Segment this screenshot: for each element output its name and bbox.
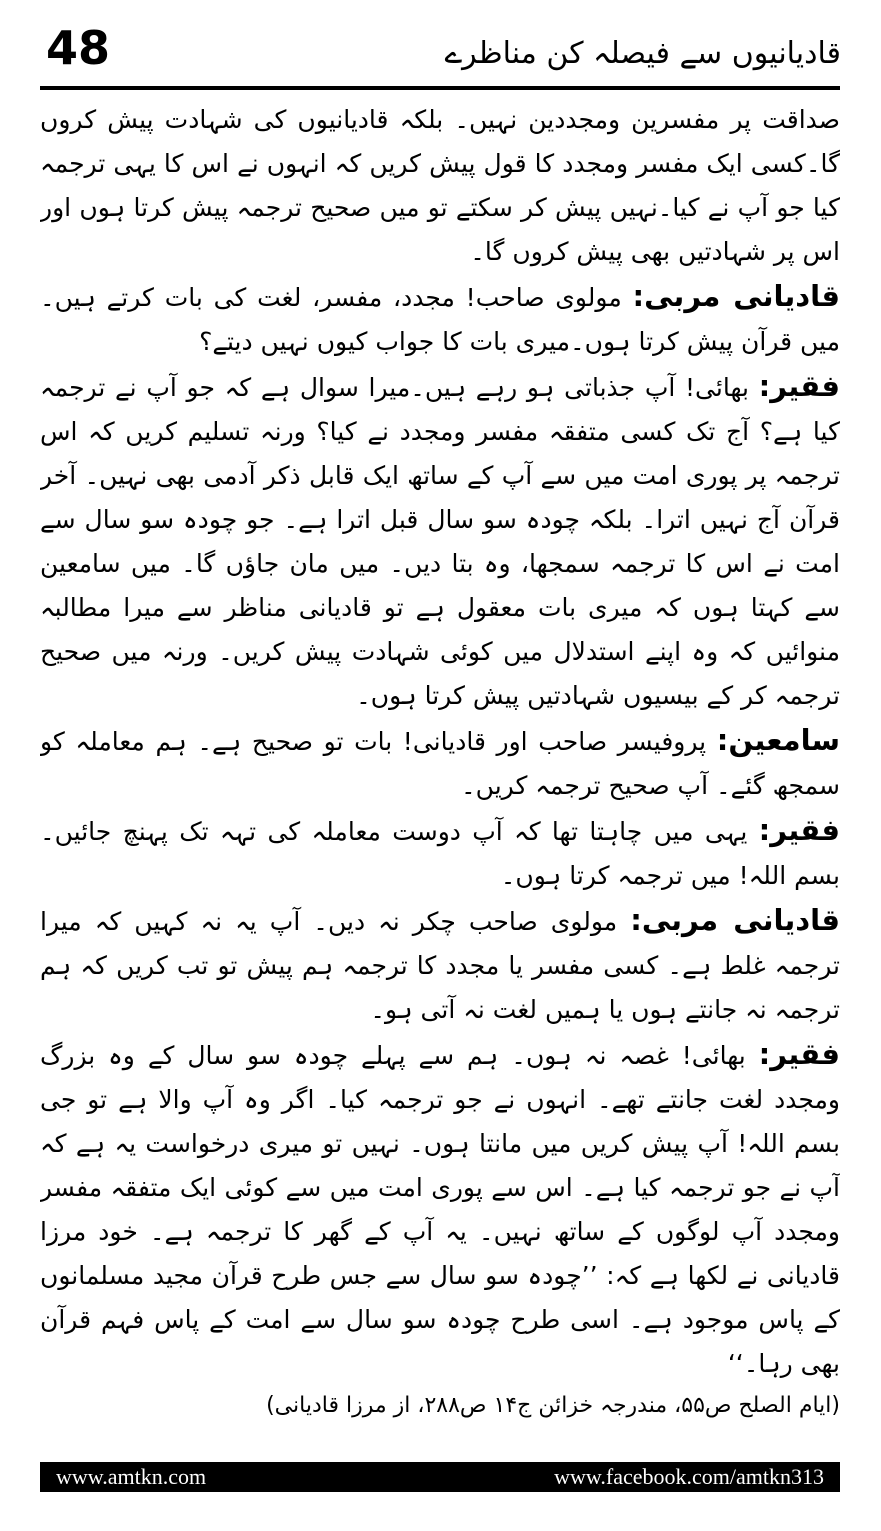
speaker-label: سامعین: (716, 723, 840, 757)
paragraph-text: بھائی! آپ جذباتی ہو رہے ہیں۔میرا سوال ہے کہ جو آپ نے ترجمہ کیا ہے؟ آج تک کسی متفقہ مفسر ومجدد نے کیا؟ ورنہ تسلیم کریں کہ اس ترجمہ پر پوری امت میں سے آپ کے ساتھ ایک قابل ذکر آدمی بھی نہیں۔ آخر قرآن آج نہیں اترا۔ بلکہ چودہ سو سال قبل اترا ہے۔ جو چودہ سو سال سے امت نے اس کا ترجمہ سمجھا، وہ بتا دیں۔ میں مان جاؤں گا۔ میں سامعین سے کہتا ہوں کہ میری بات معقول ہے تو قادیانی مناظر سے میرا مطالبہ منوائیں کہ وہ اپنے استدلال میں کوئی شہادت پیش کریں۔ ورنہ میں صحیح ترجمہ کر کے بیسیوں شہادتیں پیش کرتا ہوں۔ (40, 373, 840, 710)
footer-bar (40, 1462, 840, 1492)
footer-facebook-link[interactable]: www.facebook.com/amtkn313 (554, 1464, 824, 1489)
header-rule (40, 86, 840, 90)
paragraph (40, 898, 840, 1032)
running-title: قادیانیوں سے فیصلہ کن مناظرے (444, 36, 841, 71)
speaker-label: فقیر: (758, 1037, 840, 1071)
paragraph-text: بھائی! غصہ نہ ہوں۔ ہم سے پہلے چودہ سو سال کے وہ بزرگ ومجدد لغت جانتے تھے۔ انہوں نے جو ترجمہ کیا۔ اگر وہ آپ والا ہے تو جی بسم اللہ! آپ پیش کریں میں مانتا ہوں۔ نہیں تو میری درخواست یہ ہے کہ آپ نے جو ترجمہ کیا ہے۔ اس سے پوری امت میں سے کوئی ایک متفقہ مفسر ومجدد آپ لوگوں کے ساتھ نہیں۔ یہ آپ کے گھر کا ترجمہ ہے۔ خود مرزا قادیانی نے لکھا ہے کہ: ’’چودہ سو سال سے جس طرح قرآن مجید مسلمانوں کے پاس موجود ہے۔ اسی طرح چودہ سو سال سے امت کے پاس فہم قرآن بھی رہا۔‘‘ (40, 1041, 840, 1378)
reference-citation: (ایام الصلح ص۵۵، مندرجہ خزائن ج۱۴ ص۲۸۸، از مرزا قادیانی) (266, 1393, 840, 1418)
paragraph (40, 98, 840, 274)
footer-website-link[interactable]: www.amtkn.com (56, 1464, 207, 1489)
page-body (40, 98, 840, 1428)
paragraph-text: مولوی صاحب چکر نہ دیں۔ آپ یہ نہ کہیں کہ میرا ترجمہ غلط ہے۔ کسی مفسر یا مجدد کا ترجمہ ہم پیش تو تب کریں کہ ہم ترجمہ نہ جانتے ہوں یا ہمیں لغت نہ آتی ہو۔ (40, 907, 840, 1024)
paragraph (40, 718, 840, 808)
paragraph (40, 808, 840, 898)
speaker-label: قادیانی مربی: (632, 279, 840, 313)
paragraph-text: مولوی صاحب! مجدد، مفسر، لغت کی بات کرتے ہیں۔ میں قرآن پیش کرتا ہوں۔میری بات کا جواب کیوں نہیں دیتے؟ (40, 283, 840, 356)
speaker-label: فقیر: (758, 813, 840, 847)
paragraph-text: صداقت پر مفسرین ومجددین نہیں۔ بلکہ قادیانیوں کی شہادت پیش کروں گا۔کسی ایک مفسر ومجدد کا قول پیش کریں کہ انہوں نے اس کا یہی ترجمہ کیا جو آپ نے کیا۔نہیں پیش کر سکتے تو میں صحیح ترجمہ پیش کرتا ہوں اور اس پر شہادتیں بھی پیش کروں گا۔ (40, 105, 840, 266)
paragraph-text: پروفیسر صاحب اور قادیانی! بات تو صحیح ہے۔ ہم معاملہ کو سمجھ گئے۔ آپ صحیح ترجمہ کریں۔ (40, 727, 840, 800)
speaker-label: قادیانی مربی: (630, 903, 840, 937)
paragraph (40, 1032, 840, 1386)
page-number: 48 (46, 21, 111, 75)
paragraph-text: یہی میں چاہتا تھا کہ آپ دوست معاملہ کی تہہ تک پہنچ جائیں۔ بسم اللہ! میں ترجمہ کرتا ہوں۔ (40, 817, 840, 890)
paragraph (40, 274, 840, 364)
paragraph (40, 364, 840, 718)
speaker-label: فقیر: (758, 369, 840, 403)
